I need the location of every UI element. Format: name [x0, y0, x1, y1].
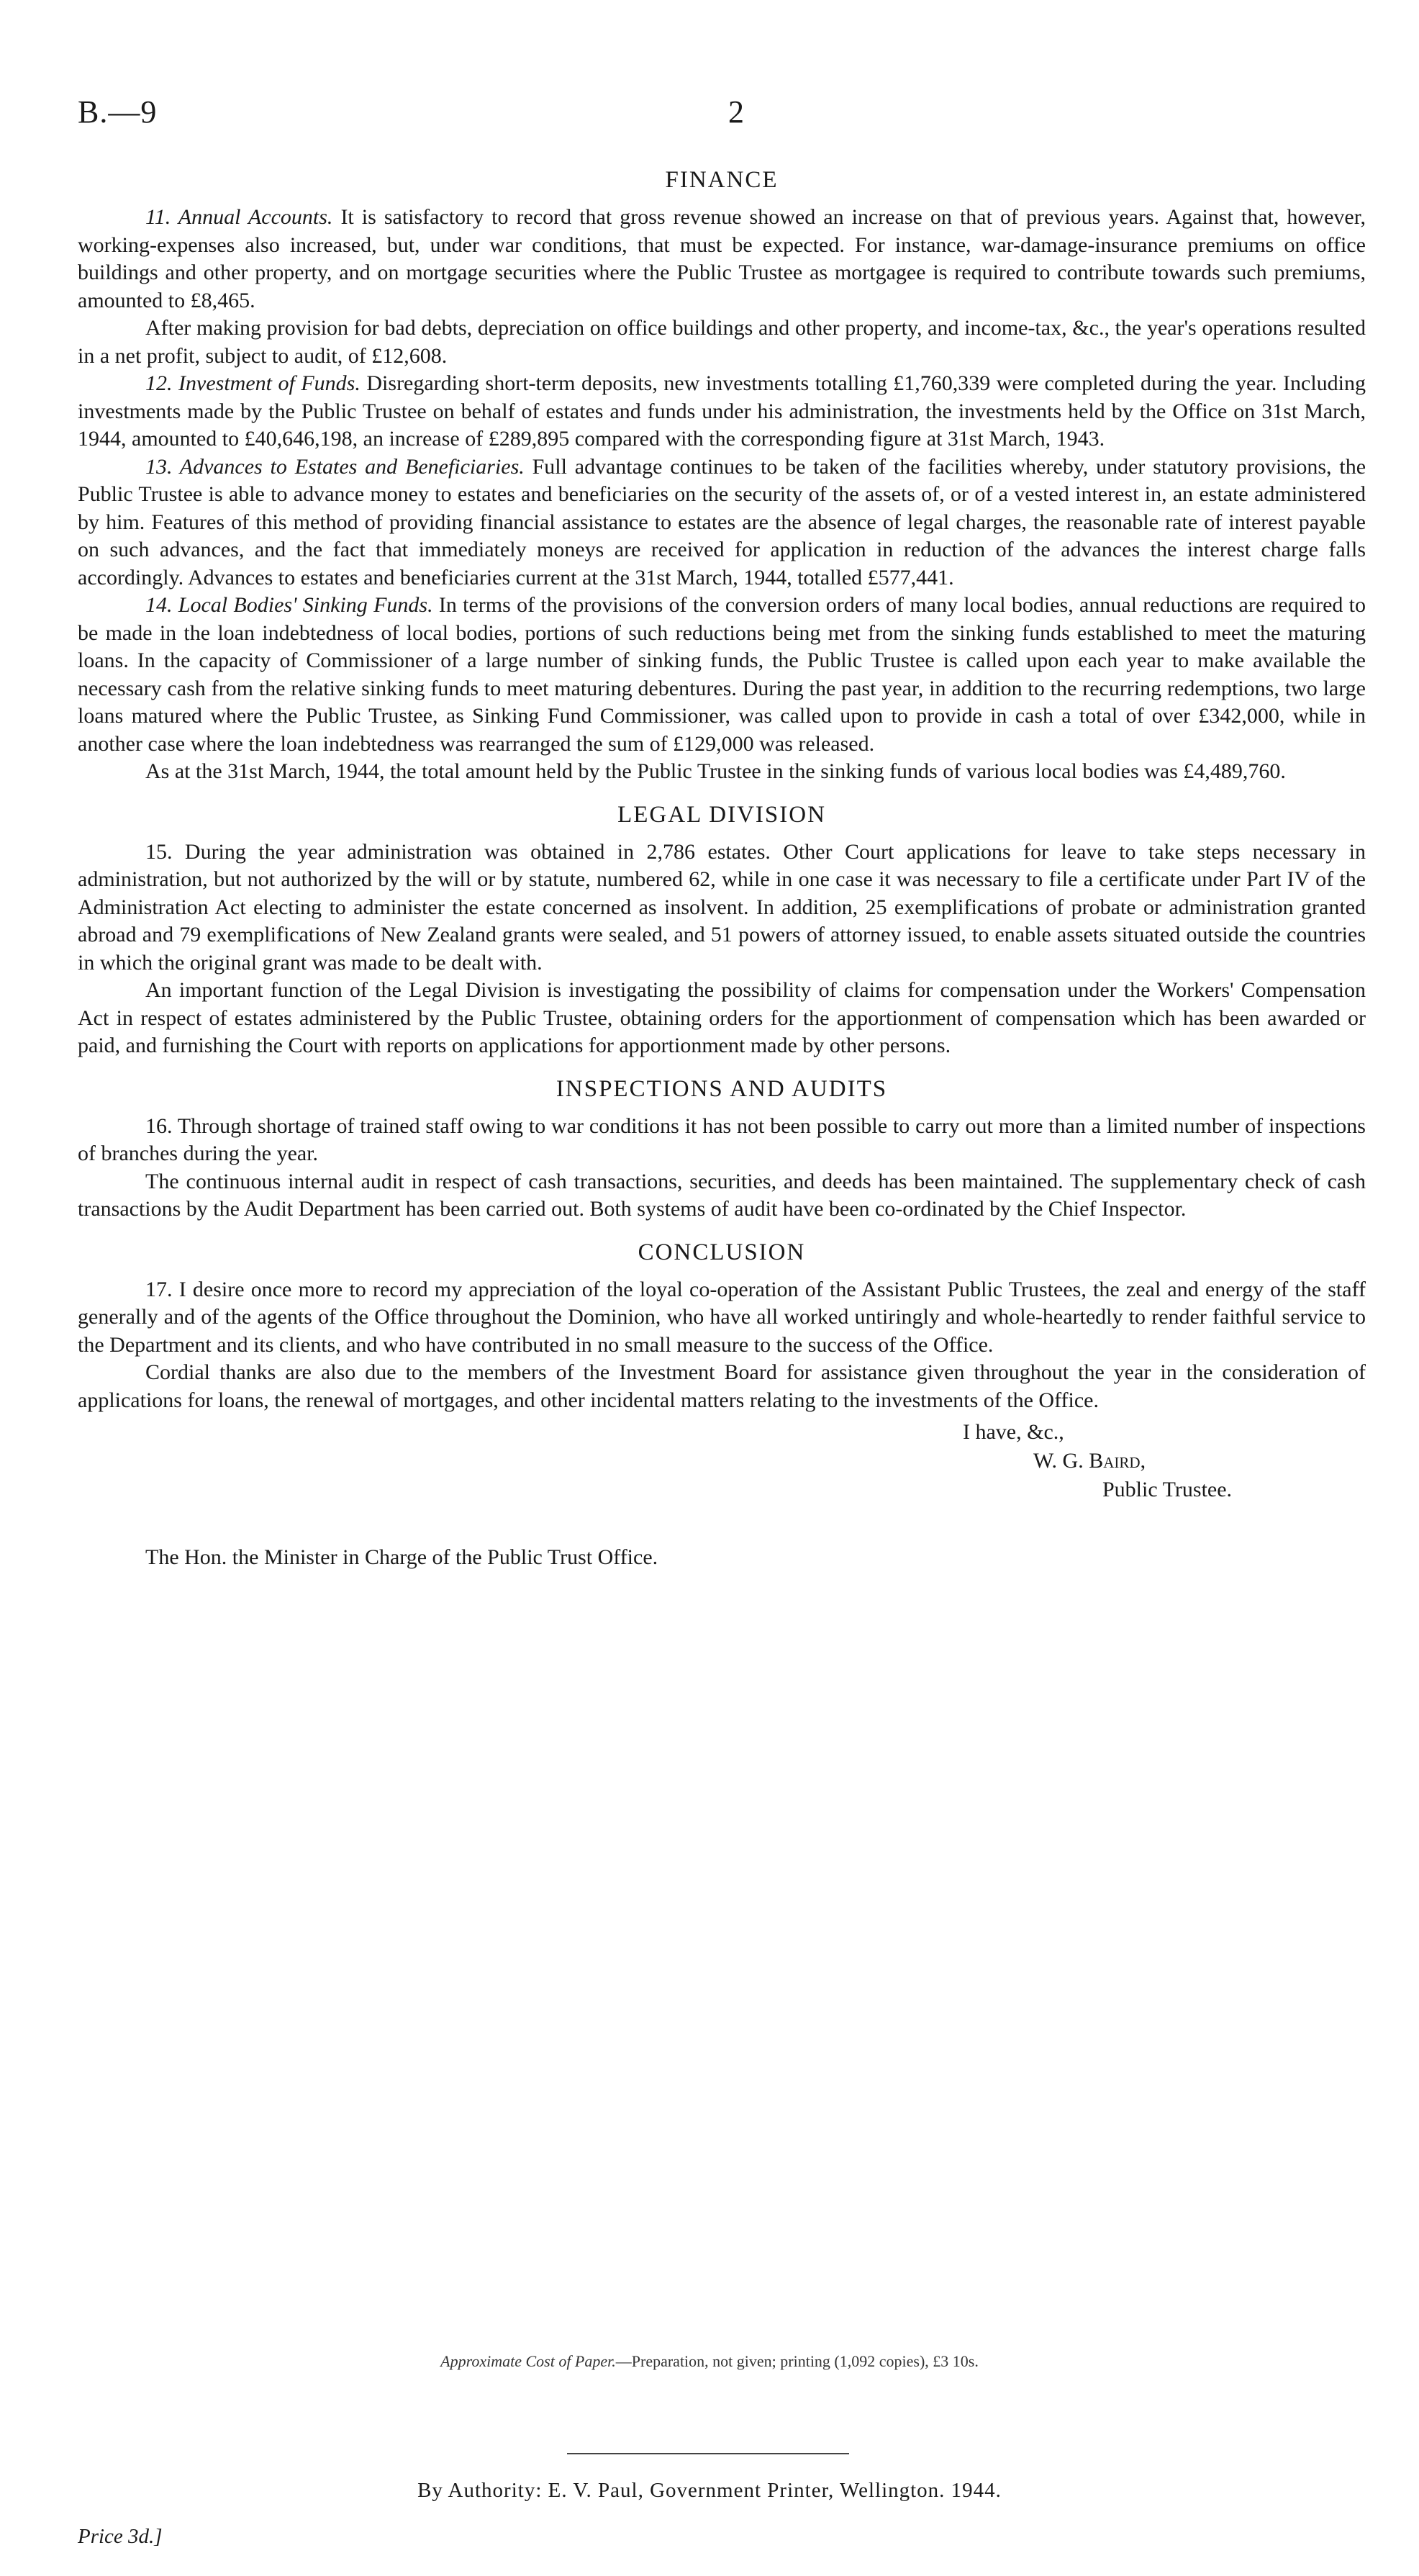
paragraph-text: Full advantage continues to be taken of the facilities whereby, under statutory provisions, the Public Trustee is able to advance money to estates and beneficiaries on the security of the assets of, or of a vested interest in, an estate administered by him. Features of this method of providing financial assistance to estates are the absence of legal charges, the reasonable rate of interest payable on such advances, and the fact that immediately moneys are received for application in reduction of the advances the interest charge falls accordingly. Advances to estates and beneficiaries current at the 31st March, 1944, totalled £577,441. [78, 454, 1366, 589]
cost-label: Approximate Cost of Paper. [440, 2352, 616, 2370]
paragraph-text: It is satisfactory to record that gross revenue showed an increase on that of previous years. Against that, however, working-expenses also increased, but, under war conditions, that must be expected. For instance, war-damage-insurance premiums on office buildings and other property, and on mortgage securities where the Public Trustee as mortgagee is required to contribute towards such premiums, amounted to £8,465. [78, 205, 1366, 312]
cost-text: —Preparation, not given; printing (1,092 copies), £3 10s. [615, 2352, 979, 2370]
section-heading: INSPECTIONS AND AUDITS [556, 1075, 888, 1102]
paragraph [78, 370, 1366, 453]
document-body [78, 167, 1366, 1571]
paragraph [78, 315, 1366, 370]
section-finance [78, 167, 1366, 786]
signature-name: W. G. Baird, [1033, 1449, 1146, 1473]
paragraph-text: 17. I desire once more to record my appreciation of the loyal co-operation of the Assistant Public Trustees, the zeal and energy of the staff generally and of the agents of the Office throughout the Dominion, who have all worked untiringly and whole-heartedly to render faithful service to the Department and its clients, and who have contributed in no small measure to the success of the Office. [78, 1277, 1366, 1357]
paragraph-title: 11. Annual Accounts. [145, 205, 333, 229]
paragraph [78, 1168, 1366, 1224]
section-inspections-audits [78, 1076, 1366, 1224]
signature-block [78, 1419, 1366, 1541]
paragraph [78, 204, 1366, 315]
section-heading: CONCLUSION [638, 1239, 806, 1265]
paragraph [78, 1359, 1366, 1414]
section-heading: LEGAL DIVISION [617, 801, 826, 828]
paragraph-text: 16. Through shortage of trained staff owing to war conditions it has not been possible to carry out more than a limited number of inspections of branches during the year. [78, 1113, 1366, 1165]
section-conclusion [78, 1239, 1366, 1415]
paragraph-text: As at the 31st March, 1944, the total amount held by the Public Trustee in the sinking funds of various local bodies was £4,489,760. [145, 759, 1286, 783]
paragraph [78, 453, 1366, 592]
paragraph [78, 1276, 1366, 1360]
paragraph-text: 15. During the year administration was obtained in 2,786 estates. Other Court applications for leave to take steps necessary in administration, but not authorized by the will or by statute, numbered 62, while in one case it was necessary to file a certificate under Part IV of the Administration Act electing to administer the estate concerned as insolvent. In addition, 25 exemplifications of probate or administration granted abroad and 79 exemplifications of New Zealand grants were sealed, and 51 powers of attorney issued, to enable assets situated outside the countries in which the original grant was made to be dealt with. [78, 839, 1366, 975]
paragraph-text: After making provision for bad debts, depreciation on office buildings and other property, and income-tax, &c., the year's operations resulted in a net profit, subject to audit, of £12,608. [78, 316, 1366, 368]
paragraph-text: Cordial thanks are also due to the members of the Investment Board for assistance given throughout the year in the consideration of applications for loans, the renewal of mortgages, and other incidental matters relating to the investments of the Office. [78, 1360, 1366, 1412]
paragraph-title: 14. Local Bodies' Sinking Funds. [145, 593, 433, 617]
paragraph [78, 977, 1366, 1060]
paragraph [78, 839, 1366, 977]
paragraph-text: In terms of the provisions of the conversion orders of many local bodies, annual reductions are required to be made in the loan indebtedness of local bodies, portions of such reductions being met from the sinking funds established to meet the maturing loans. In the capacity of Commissioner of a large number of sinking funds, the Public Trustee is called upon each year to make available the necessary cash from the relative sinking funds to meet maturing debentures. During the past year, in addition to the recurring redemptions, two large loans matured where the Public Trustee, as Sinking Fund Commissioner, was called upon to provide in cash a total of over £342,000, while in another case where the loan indebtedness was rearranged the sum of £129,000 was released. [78, 593, 1366, 756]
page-number: 2 [728, 94, 744, 130]
document-reference: B.—9 [78, 94, 158, 130]
paragraph-text: Disregarding short-term deposits, new investments totalling £1,760,339 were completed during the year. Including investments made by the Public Trustee on behalf of estates and funds under his administration, the investments held by the Office on 31st March, 1944, amounted to £40,646,198, an increase of £289,895 compared with the corresponding figure at 31st March, 1943. [78, 371, 1366, 451]
divider [567, 2453, 849, 2454]
section-legal-division [78, 802, 1366, 1060]
signature-closing: I have, &c., [963, 1420, 1064, 1444]
page-header [78, 94, 1366, 137]
paragraph-text: The continuous internal audit in respect of cash transactions, securities, and deeds has been maintained. The supplementary check of cash transactions by the Audit Department has been carried out. Both systems of audit have been co-ordinated by the Chief Inspector. [78, 1169, 1366, 1221]
paragraph-title: 13. Advances to Estates and Beneficiaries. [145, 454, 525, 479]
authority-line: By Authority: E. V. Paul, Government Printer, Wellington. 1944. [417, 2479, 1002, 2502]
price-label: Price 3d.] [78, 2525, 163, 2548]
paragraph [78, 592, 1366, 758]
cost-note [0, 2352, 1419, 2371]
paragraph [78, 758, 1366, 786]
addressee: The Hon. the Minister in Charge of the Public Trust Office. [145, 1545, 658, 1569]
paragraph-title: 12. Investment of Funds. [145, 371, 361, 395]
paragraph [78, 1113, 1366, 1168]
section-heading: FINANCE [665, 167, 779, 193]
signature-position: Public Trustee. [1102, 1478, 1233, 1501]
paragraph-text: An important function of the Legal Division is investigating the possibility of claims for compensation under the Workers' Compensation Act in respect of estates administered by the Public Trustee, obtaining orders for the apportionment of compensation which has been awarded or paid, and furnishing the Court with reports on applications for apportionment made by other persons. [78, 978, 1366, 1057]
